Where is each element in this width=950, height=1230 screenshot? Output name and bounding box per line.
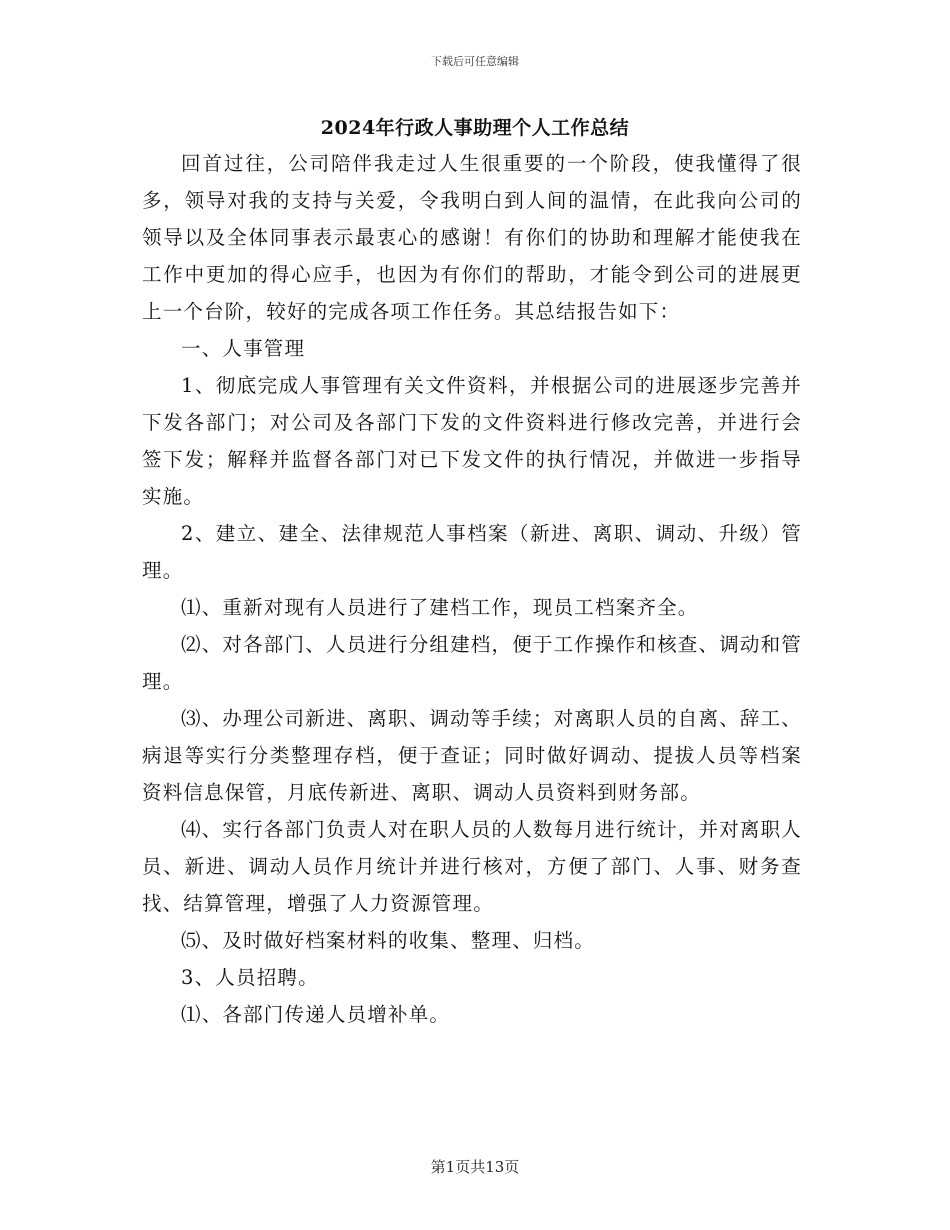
paragraph-subitem-2: ⑵、对各部门、人员进行分组建档，便于工作操作和核查、调动和管理。 <box>142 633 803 693</box>
document-body <box>142 145 802 1033</box>
paragraph-intro: 回首过往，公司陪伴我走过人生很重要的一个阶段，使我懂得了很多，领导对我的支持与关爱，令我明白到人间的温情，在此我向公司的领导以及全体同事表示最衷心的感谢！有你们的协助和理解才能使我在工作中更加的得心应手，也因为有你们的帮助，才能令到公司的进展更上一个台阶，较好的完成各项工作任务。其总结报告如下： <box>142 152 802 323</box>
paragraph-item-3: 3、人员招聘。 <box>181 966 319 989</box>
paragraph-subitem-3: ⑶、办理公司新进、离职、调动等手续；对离职人员的自离、辞工、病退等实行分类整理存档，便于查证；同时做好调动、提拔人员等档案资料信息保管，月底传新进、离职、调动人员资料到财务部。 <box>142 707 803 804</box>
paragraph-recruit-subitem-1: ⑴、各部门传递人员增补单。 <box>181 1003 451 1026</box>
page-number: 第1页共13页 <box>430 1158 520 1176</box>
page-header-note: 下载后可任意编辑 <box>431 55 519 68</box>
paragraph-item-2: 2、建立、建全、法律规范人事档案（新进、离职、调动、升级）管理。 <box>142 522 802 582</box>
document-title: 2024年行政人事助理个人工作总结 <box>320 117 630 139</box>
paragraph-item-1: 1、彻底完成人事管理有关文件资料，并根据公司的进展逐步完善并下发各部门；对公司及各部门下发的文件资料进行修改完善，并进行会签下发；解释并监督各部门对已下发文件的执行情况，并做进一步指导实施。 <box>142 374 802 508</box>
paragraph-subitem-4: ⑷、实行各部门负责人对在职人员的人数每月进行统计，并对离职人员、新进、调动人员作月统计并进行核对，方便了部门、人事、财务查找、结算管理，增强了人力资源管理。 <box>142 818 803 915</box>
paragraph-subitem-1: ⑴、重新对现有人员进行了建档工作，现员工档案齐全。 <box>181 596 699 619</box>
section-heading-personnel: 一、人事管理 <box>181 337 306 360</box>
paragraph-subitem-5: ⑸、及时做好档案材料的收集、整理、归档。 <box>181 929 596 952</box>
